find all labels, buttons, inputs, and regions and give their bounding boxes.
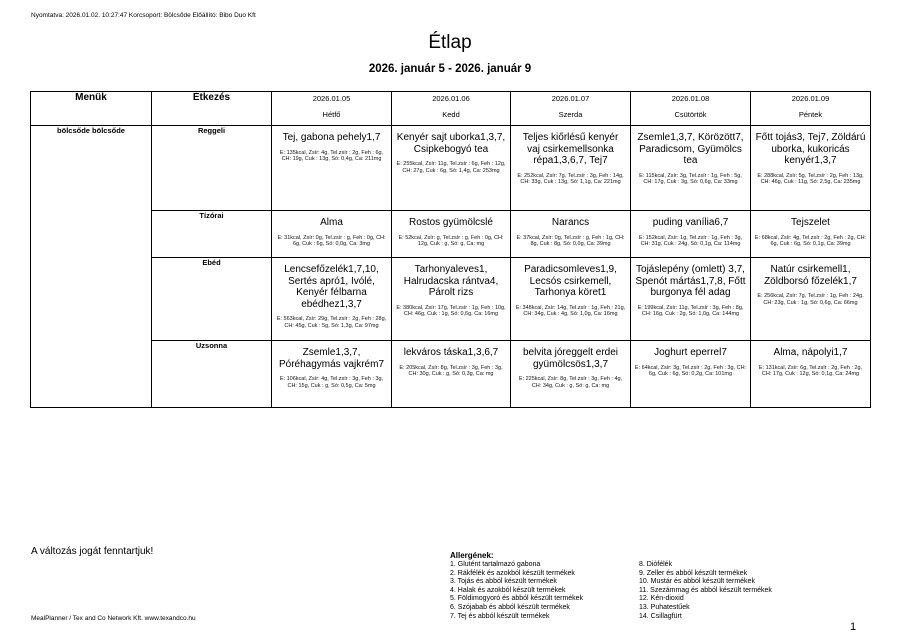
allergen-item: 1. Glutént tartalmazó gabona [450,561,541,568]
allergen-item: 2. Rákfélék és azokból készült termékek [450,569,575,577]
dish: Zsemle1,3,7, Körözött7, Paradicsom, Gyümölcs tea [637,132,744,166]
nutrition-info: E: 64kcal, Zsír: 3g, Tel.zsír : 2g, Feh : 3g, CH: 6g, Cuk : 6g, Só: 0,2g, Ca: 101mg [634,364,747,377]
day-date: 2026.01.05 [312,94,351,103]
day-name: Kedd [442,110,460,119]
nutrition-info: E: 563kcal, Zsír: 29g, Tel.zsír : 2g, Feh : 28g, CH: 45g, Cuk : 5g, Só: 1,3g, Ca: 97mg [276,316,387,329]
nutrition-info: E: 256kcal, Zsír: 7g, Tel.zsír : 1g, Feh : 24g, CH: 23g, Cuk : 1g, Só: 0,6g, Ca: 66mg [757,293,864,306]
allergen-item: 9. Zeller és abból készült termékek [639,569,748,577]
day-date: 2026.01.08 [671,94,710,103]
dish: Joghurt eperrel7 [654,347,727,358]
day-name: Csütörtök [674,110,707,119]
dish: belvita jóreggelt erdei gyümölcsös1,3,7 [522,347,619,370]
allergen-item: 4. Halak és azokból készült termékek [450,586,566,594]
menu-cell [272,341,392,408]
menu-cell [272,211,392,258]
dish: puding vanília6,7 [652,217,729,228]
menu-cell [631,126,751,211]
page-title: Étlap [428,32,472,53]
nutrition-info: E: 37kcal, Zsír: 0g, Tel.zsír : g, Feh : 1g, CH: 8g, Cuk : 8g, Só: 0,0g, Ca: 39mg [516,234,625,247]
allergen-item: 11. Szezámmag és abból készült termékek [639,586,772,594]
allergen-item: 14. Csillagfürt [639,612,682,620]
nutrition-info: E: 255kcal, Zsír: 11g, Tel.zsír : 6g, Feh : 12g, CH: 27g, Cuk : 6g, Só: 1,4g, Ca: 253mg [396,161,506,174]
dish: Zsemle1,3,7, Póréhagymás vajkrém7 [278,347,385,370]
menu-cell [392,211,511,258]
nutrition-info: E: 115kcal, Zsír: 3g, Tel.zsír : 1g, Feh : 5g, CH: 17g, Cuk : 3g, Só: 0,6g, Ca: 33mg [639,172,742,185]
allergen-item: 8. Diófélék [639,561,673,568]
dish: Narancs [551,217,590,228]
meal-name: Uzsonna [152,341,272,408]
allergens-title: Allergének: [450,551,494,560]
nutrition-info: E: 106kcal, Zsír: 4g, Tel.zsír : 3g, Feh : 3g, CH: 15g, Cuk : g, Só: 0,5g, Ca: 5mg [279,376,384,389]
header-etkezes: Étkezés [152,92,272,126]
day-header [631,92,751,126]
nutrition-info: E: 380kcal, Zsír: 17g, Tel.zsír : 1g, Feh : 10g, CH: 46g, Cuk : 1g, Só: 0,6g, Ca: 16mg [396,304,506,317]
print-info-line: Nyomtatva: 2026.01.02. 10:27:47 Korcsoport: Bölcsőde Előállító: Bibo Duo Kft [31,12,256,19]
dish: Alma, nápolyi1,7 [773,347,848,358]
dish: Tarhonyaleves1, Halrudacska rántva4, Párolt rizs [403,264,499,298]
page-number: 1 [850,621,857,633]
menu-cell [751,211,871,258]
dish: Főtt tojás3, Tej7, Zöldárú uborka, kukoricás kenyér1,3,7 [755,132,866,166]
allergen-item: 10. Mustár és abból készült termékek [639,578,755,586]
allergen-item: 7. Tej és abból készült termékek [450,612,550,620]
menu-cell [511,341,631,408]
allergen-item: 6. Szójabab és abból készült termékek [450,603,570,611]
meal-name: Tízórai [152,211,272,258]
allergen-list [450,561,810,621]
allergen-item: 3. Tojás és abból készült termékek [450,578,557,586]
nutrition-info: E: 225kcal, Zsír: 8g, Tel.zsír : 3g, Feh : 4g, CH: 34g, Cuk : g, Só: g, Ca: mg [518,376,623,389]
allergen-item: 12. Kén-dioxid [639,595,684,603]
meal-row [31,126,871,211]
day-header [751,92,871,126]
meal-row [31,258,871,341]
day-date: 2026.01.06 [432,94,470,103]
menu-cell [392,258,511,341]
day-date: 2026.01.07 [551,94,590,103]
meal-row [31,211,871,258]
menu-cell [751,341,871,408]
nutrition-info: E: 252kcal, Zsír: 7g, Tel.zsír : 3g, Feh : 14g, CH: 33g, Cuk : 13g, Só: 1,1g, Ca: 221mg [517,172,624,185]
menu-cell [631,211,751,258]
dish: Kenyér sajt uborka1,3,7, Csipkebogyó tea [396,132,506,155]
nutrition-info: E: 199kcal, Zsír: 11g, Tel.zsír : 3g, Feh : 8g, CH: 16g, Cuk : 2g, Só: 1,0g, Ca: 144mg [637,304,744,317]
nutrition-info: E: 205kcal, Zsír: 8g, Tel.zsír : 3g, Feh : 3g, CH: 30g, Cuk : g, Só: 0,3g, Ca: mg [399,364,503,377]
allergen-item: 5. Földimogyoró és abból készült termékek [450,595,584,603]
allergen-item: 13. Puhatestűek [639,603,690,611]
meal-name: Reggeli [152,126,272,211]
day-name: Hétfő [322,110,341,119]
nutrition-info: E: 348kcal, Zsír: 14g, Tel.zsír : 1g, Feh : 21g, CH: 34g, Cuk : 4g, Só: 1,0g, Ca: 16mg [515,304,626,317]
menu-cell [751,126,871,211]
dish: Rostos gyümölcslé [409,217,493,228]
menu-cell [272,126,392,211]
dish: Paradicsomleves1,9, Lecsós csirkemell, Tarhonya köret1 [524,264,617,298]
menu-cell [631,258,751,341]
date-range-subtitle: 2026. január 5 - 2026. január 9 [368,63,532,75]
nutrition-info: E: 52kcal, Zsír: g, Tel.zsír : g, Feh : 0g, CH: 12g, Cuk : g, Só: g, Ca: mg [398,234,504,247]
menu-table [30,91,871,408]
meal-name: Ebéd [152,258,272,341]
dish: Alma [320,217,343,228]
dish: Natúr csirkemell1, Zöldborsó főzelék1,7 [764,264,857,287]
nutrition-info: E: 31kcal, Zsír: 0g, Tel.zsír : g, Feh : 0g, CH: 6g, Cuk : 6g, Só: 0,0g, Ca: 3mg [277,234,386,247]
day-name: Szerda [558,110,583,119]
meal-row [31,341,871,408]
nutrition-info: E: 288kcal, Zsír: 5g, Tel.zsír : 2g, Feh : 13g, CH: 46g, Cuk : 11g, Só: 2,5g, Ca: 235mg [757,172,864,185]
day-header [392,92,511,126]
menu-cell [511,211,631,258]
menu-cell [392,126,511,211]
dish: Tejszelet [791,217,830,228]
menu-group: bölcsőde bölcsőde [31,126,152,408]
dish: lekváros táska1,3,6,7 [403,347,499,358]
dish: Teljes kiőrlésű kenyér vaj csirkemellsonka répa1,3,6,7, Tej7 [522,132,619,166]
disclaimer-note: A változás jogát fenntartjuk! [31,546,154,557]
dish: Tej, gabona pehely1,7 [282,132,381,143]
footer-credit: MealPlanner / Tex and Co Network Kft. www.texandco.hu [31,615,196,622]
nutrition-info: E: 135kcal, Zsír: 4g, Tel.zsír : 2g, Feh : 6g, CH: 19g, Cuk : 13g, Só: 0,4g, Ca: 211mg [279,149,384,162]
menu-cell [751,258,871,341]
menu-cell [392,341,511,408]
menu-cell [272,258,392,341]
menu-cell [631,341,751,408]
day-header [511,92,631,126]
menu-cell [511,126,631,211]
day-date: 2026.01.09 [791,94,830,103]
header-menuk: Menük [31,92,152,126]
day-header [272,92,392,126]
menu-cell [511,258,631,341]
day-name: Péntek [798,110,823,119]
nutrition-info: E: 152kcal, Zsír: 1g, Tel.zsír : 1g, Feh : 3g, CH: 31g, Cuk : 24g, Só: 0,1g, Ca: 114mg [638,234,743,247]
nutrition-info: E: 68kcal, Zsír: 4g, Tel.zsír : 2g, Feh : 2g, CH: 6g, Cuk : 6g, Só: 0,1g, Ca: 39mg [754,234,867,247]
nutrition-info: E: 131kcal, Zsír: 6g, Tel.zsír : 2g, Feh : 2g, CH: 17g, Cuk : 12g, Só: 0,1g, Ca: 24mg [758,364,863,377]
dish: Tojáslepény (omlett) 3,7, Spenót mártás1,7,8, Főtt burgonya fél adag [635,264,746,298]
dish: Lencsefőzelék1,7,10, Sertés apró1, Ivólé, Kenyér félbarna ebédhez1,3,7 [284,264,379,310]
